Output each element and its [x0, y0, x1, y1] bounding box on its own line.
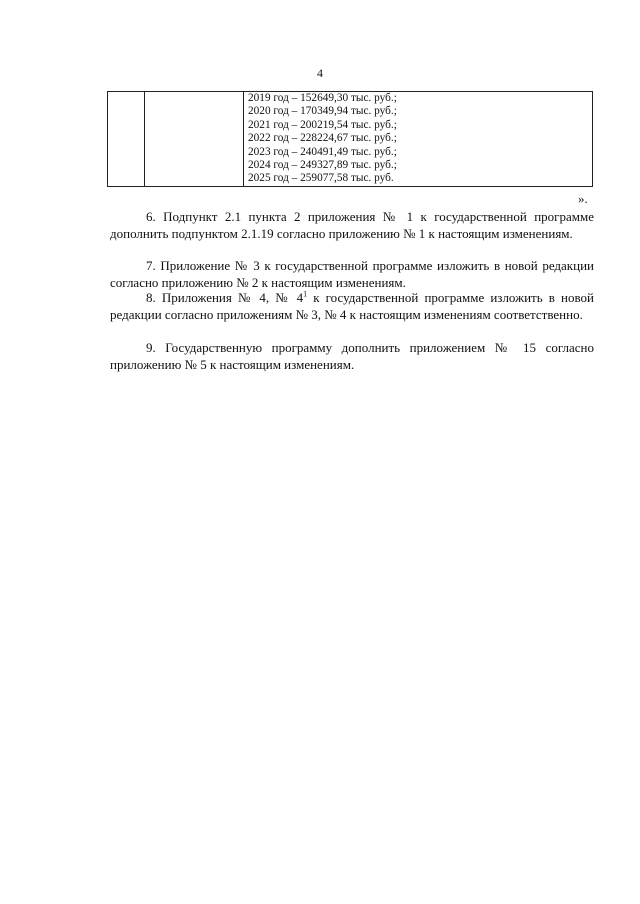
year-line-2021: 2021 год – 200219,54 тыс. руб.; [248, 118, 397, 131]
funding-table [107, 91, 593, 187]
superscript-1: 1 [303, 289, 308, 299]
paragraph-6: 6. Подпункт 2.1 пункта 2 приложения № 1 к государственной программе дополнить подпунктом 2.1.19 согласно приложению № 1 к настоящим изменениям. [110, 209, 594, 241]
year-line-2022: 2022 год – 228224,67 тыс. руб.; [248, 132, 397, 145]
table-cell-empty-2 [145, 92, 244, 187]
table-row [108, 92, 593, 187]
paragraph-7: 7. Приложение № 3 к государственной программе изложить в новой редакции согласно приложению № 2 к настоящим изменениям. [110, 258, 594, 290]
paragraph-9: 9. Государственную программу дополнить приложением № 15 согласно приложению № 5 к настоящим изменениям. [110, 340, 594, 372]
year-line-2023: 2023 год – 240491,49 тыс. руб.; [248, 145, 397, 158]
year-line-2024: 2024 год – 249327,89 тыс. руб.; [248, 159, 397, 172]
page-number: 4 [317, 66, 323, 80]
table-cell-empty-1 [108, 92, 145, 187]
year-line-2019: 2019 год – 152649,30 тыс. руб.; [248, 92, 397, 104]
table-cell-funding-by-year [244, 92, 593, 187]
paragraph-8 [110, 290, 594, 323]
paragraph-8-start: 8. Приложения № 4, № 4 [146, 290, 304, 305]
year-line-2020: 2020 год – 170349,94 тыс. руб.; [248, 105, 397, 118]
closing-quote-mark: ». [578, 191, 588, 206]
year-line-2025: 2025 год – 259077,58 тыс. руб. [248, 172, 394, 185]
paragraph-8-end: к государственной программе изложить в новой редакции согласно приложениям № 3, № 4 к настоящим изменениям соответственно. [110, 290, 594, 322]
